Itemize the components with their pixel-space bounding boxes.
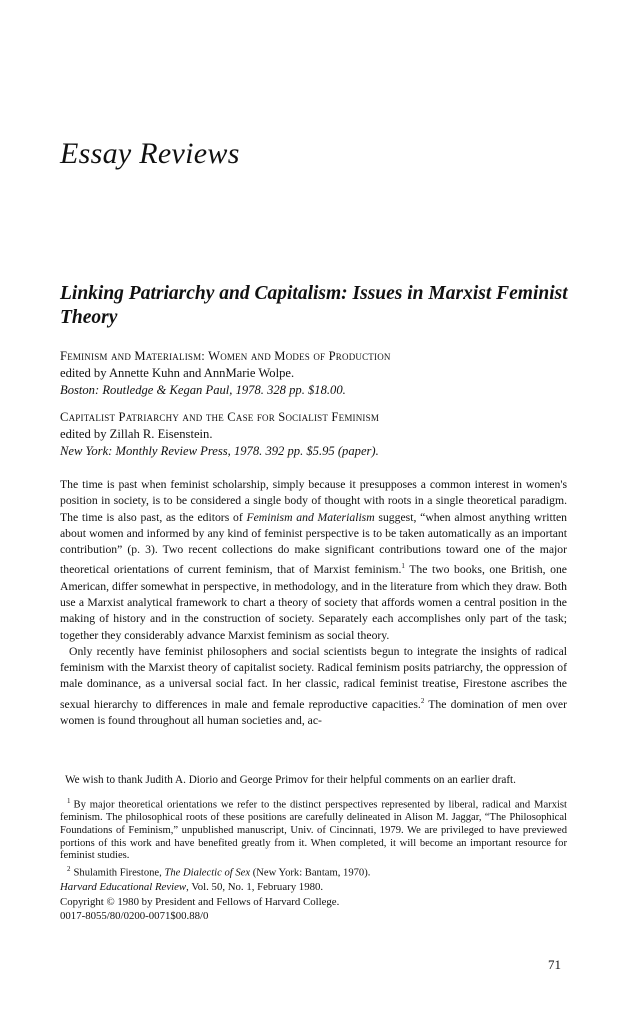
footnote-1 (60, 795, 567, 863)
footnote-marker[interactable]: 1 (401, 562, 405, 571)
journal-citation (60, 880, 339, 895)
paragraph-1 (60, 477, 567, 644)
text-run: The time is past when feminist scholarship, simply because it presupposes a common interest in women's position in society, is to be considered a single body of thought with roots in a single theoretical paradigm. The time is also past, as the editors of (60, 478, 567, 524)
footnote-number: 1 (67, 797, 71, 805)
book-publication: New York: Monthly Review Press, 1978. 392 pp. $5.95 (paper). (60, 444, 379, 458)
copyright-line: Copyright © 1980 by President and Fellows of Harvard College. (60, 895, 340, 908)
text-run: suggest, “when almost anything written about women and informed by any kind of feminist perspective is to be taken automatically as an important contribution” (p. 3). Two recent collections do make significant contributions toward one of the major theoretical orientations of current feminism, that of Marxist feminism. (60, 510, 567, 577)
book-reference: Feminism and Materialism (246, 510, 375, 524)
acknowledgment: We wish to thank Judith A. Diorio and George Primov for their helpful comments on an earlier draft. (65, 774, 516, 786)
book-editors: edited by Annette Kuhn and AnnMarie Wolpe. (60, 366, 295, 380)
page-number: 71 (548, 957, 561, 972)
book-editors: edited by Zillah R. Eisenstein. (60, 427, 213, 441)
footnote-marker[interactable]: 2 (420, 696, 425, 705)
article-title: Linking Patriarchy and Capitalism: Issues in Marxist Feminist Theory (60, 283, 568, 328)
journal-name: Harvard Educational Review (60, 881, 187, 893)
text-run: The two books, one British, one American, differ somewhat in perspective, in methodology, and in the literature from which they draw. Both use a Marxist analytical framework to chart a theory of society that affords women a central position in the making of history and in the construction of society. Separately each accomplishes only part of the task; together they considerably advance Marxist feminism as social theory. (60, 563, 567, 642)
body-text (60, 477, 567, 729)
journal-code: 0017-8055/80/0200-0071$00.88/0 (60, 910, 209, 922)
book-entry-2 (60, 409, 580, 460)
book-title: Feminism and Materialism: Women and Modes of Production (60, 349, 391, 363)
footnote-text: By major theoretical orientations we refer to the distinct perspectives represented by liberal, radical and Marxist feminism. The philosophical roots of these positions are carefully delineated in Alison M. Jaggar, “The Philosophical Foundations of Feminism,” unpublished manuscript, Univ. of Cincinnati, 1979. We are privileged to have previewed portions of this work and have benefited greatly from it. When completed, it will become an important resource for feminist studies. (60, 799, 567, 862)
paragraph-2 (60, 644, 567, 729)
footnote-text: Shulamith Firestone, (73, 867, 165, 879)
footnote-text: (New York: Bantam, 1970). (250, 867, 371, 879)
book-title: Capitalist Patriarchy and the Case for Socialist Feminism (60, 410, 380, 424)
text-run: The domination of men over women is found throughout all human societies and, ac- (60, 697, 567, 727)
section-title: Essay Reviews (60, 137, 240, 170)
book-entry-1 (60, 348, 580, 399)
journal-info (60, 880, 339, 924)
footnotes (60, 795, 567, 880)
footnote-2 (60, 863, 567, 880)
footnote-number: 2 (67, 865, 71, 874)
book-reference: The Dialectic of Sex (164, 867, 251, 879)
journal-issue: , Vol. 50, No. 1, February 1980. (186, 881, 324, 893)
book-publication: Boston: Routledge & Kegan Paul, 1978. 328 pp. $18.00. (60, 383, 346, 397)
text-run: Only recently have feminist philosophers and social scientists begun to integrate the insights of radical feminism with the Marxist theory of capitalist society. Radical feminism posits patriarchy, the oppression of male dominance, as a universal social fact. In her classic, radical feminist treatise, Firestone ascribes the sexual hierarchy to differences in male and female reproductive capacities. (60, 644, 567, 711)
